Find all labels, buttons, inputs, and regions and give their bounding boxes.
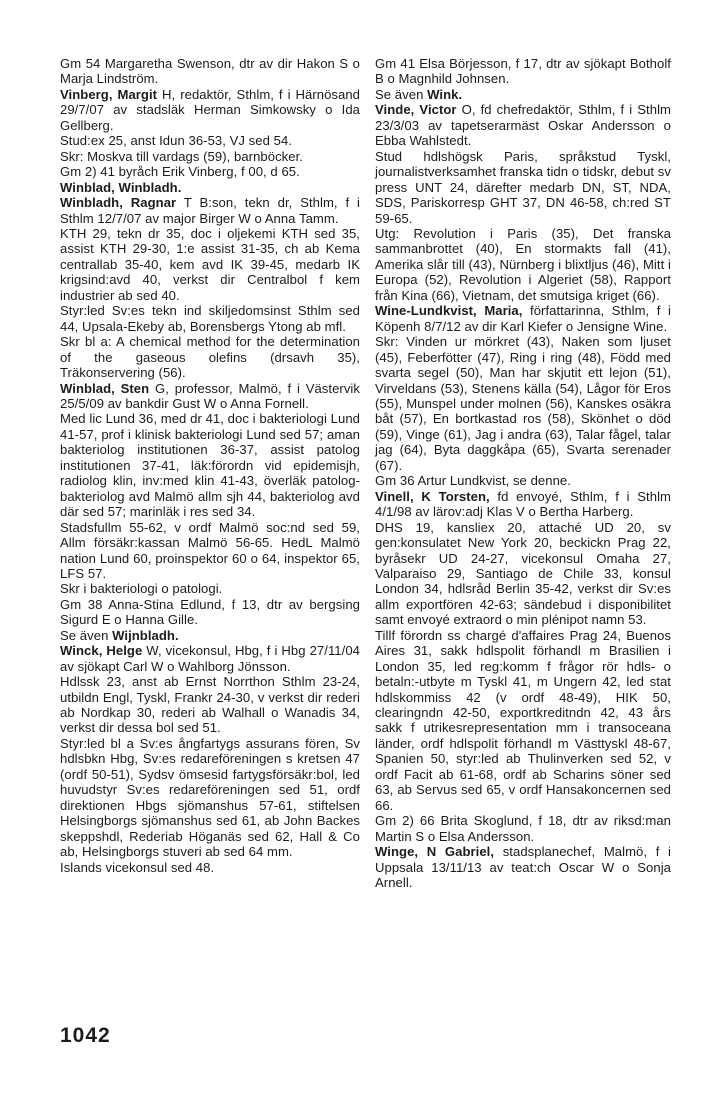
entry-text: Se även bbox=[375, 86, 428, 102]
entry-name: Wine-Lundkvist, Maria, bbox=[375, 303, 523, 319]
paragraph: Skr i bakteriologi o patologi. bbox=[60, 581, 223, 597]
biography-entry bbox=[375, 303, 671, 334]
paragraph: Tillf förordn ss chargé d'affaires Prag 24, Buenos Aires 31, sakk hdlspolit förhandl m Brasilien i London 35, led reg:komm f frågor rör hdls- o betaln:-utbyte m Tyskl 41, m Ungern 42, led stat hdlskommiss 42 (v ordf 48-49), HIK 50, clearingndn 42-50, exportkreditndn 42, 43 års sakk f utrikesrepresentation mm i transoceana länder, ordf hdlspolit förhandl m Västtyskl 48-67, Spanien 50, styr:led ab Thulinverken sed 52, v ordf Facit ab 61-68, ordf ab Scharins söner sed 63, ab Servus sed 65, v ordf Hansakoncernen sed 66. bbox=[375, 627, 671, 813]
biography-entry bbox=[60, 381, 360, 412]
biography-entry bbox=[60, 643, 360, 674]
right-column bbox=[375, 56, 671, 890]
entry-name: Winge, N Gabriel, bbox=[375, 844, 495, 860]
paragraph: Gm 2) 66 Brita Skoglund, f 18, dtr av riksd:man Martin S o Elsa Andersson. bbox=[375, 813, 671, 844]
entry-name: Winbladh, Ragnar bbox=[60, 195, 177, 211]
entry-text: H, redaktör, Sthlm, f i Härnösand 29/7/07 av stadsläk Herman Simkowsky o Ida Gellberg. bbox=[60, 86, 360, 133]
cross-reference: Wijnbladh. bbox=[112, 627, 179, 643]
paragraph: Gm 38 Anna-Stina Edlund, f 13, dtr av bergsing Sigurd E o Hanna Gille. bbox=[60, 596, 360, 628]
left-column bbox=[60, 56, 360, 875]
entry-text: stadsplanechef, Malmö, f i Uppsala 13/11/13 av teat:ch Oscar W o Sonja Arnell. bbox=[375, 844, 671, 891]
biography-entry bbox=[375, 102, 671, 148]
entry-text: W, vicekonsul, Hbg, f i Hbg 27/11/04 av sjökapt Carl W o Wahlborg Jönsson. bbox=[60, 643, 360, 674]
biography-entry bbox=[60, 180, 360, 195]
paragraph: KTH 29, tekn dr 35, doc i oljekemi KTH sed 35, assist KTH 29-30, 1:e assist 31-35, ch ab Kema centrallab 35-40, kem avd IK 39-45, medarb IK krigsind:avd 40, verkst dir Centralbol f kem industrier ab sed 40. bbox=[60, 225, 360, 303]
entry-name: Winblad, Winbladh. bbox=[60, 179, 182, 195]
entry-text: Se även bbox=[60, 627, 113, 643]
paragraph: Stadsfullm 55-62, v ordf Malmö soc:nd sed 59, Allm försäkr:kassan Malmö 56-65. HedL Malmö nation Lund 60, proinspektor 60 o 64, inspektor 65, LFS 57. bbox=[60, 519, 360, 581]
entry-text: författarinna, Sthlm, f i Köpenh 8/7/12 av dir Karl Kiefer o Jensigne Wine. bbox=[375, 303, 671, 334]
entry-text: fd envoyé, Sthlm, f i Sthlm 4/1/98 av lärov:adj Klas V o Bertha Harberg. bbox=[375, 488, 671, 520]
entry-name: Vinberg, Margit bbox=[60, 86, 158, 102]
entry-name: Vinell, K Torsten, bbox=[375, 488, 490, 504]
paragraph: Islands vicekonsul sed 48. bbox=[60, 859, 215, 875]
entry-name: Vinde, Victor bbox=[375, 102, 457, 118]
paragraph: Gm 2) 41 byråch Erik Vinberg, f 00, d 65. bbox=[60, 164, 300, 180]
biography-entry bbox=[375, 489, 671, 520]
paragraph: Med lic Lund 36, med dr 41, doc i bakteriologi Lund 41-57, prof i klinisk bakteriologi Lund sed 57; aman bakteriolog institutionen 36-37, assist patolog institutionen 37-41, läk:förordn vid epidemisjh, radiolog klin, inv:med klin 41-43, överläk patolog-bakteriolog avd Malmö allm sjh 44, bakteriolog avd där sed 57; marinläk i res sed 34. bbox=[60, 411, 360, 520]
entry-text: T B:son, tekn dr, Sthlm, f i Sthlm 12/7/07 av major Birger W o Anna Tamm. bbox=[60, 195, 360, 226]
paragraph: Gm 36 Artur Lundkvist, se denne. bbox=[375, 473, 571, 489]
paragraph: Gm 41 Elsa Börjesson, f 17, dtr av sjökapt Botholf B o Magnhild Johnsen. bbox=[375, 56, 671, 87]
paragraph: Stud hdlshögsk Paris, språkstud Tyskl, journalistverksamhet franska tidn o tidskr, debut sv press UNT 24, därefter medarb DN, ST, NDA, SDS, Pariskorresp GHT 37, DN 46-58, ch:red ST 59-65. bbox=[375, 148, 671, 226]
paragraph: Styr:led Sv:es tekn ind skiljedomsinst Sthlm sed 44, Upsala-Ekeby ab, Borensbergs Ytong ab mfl. bbox=[60, 303, 360, 334]
page-number: 1042 bbox=[60, 1024, 111, 1047]
paragraph: Gm 54 Margaretha Swenson, dtr av dir Hakon S o Marja Lindström. bbox=[60, 56, 360, 87]
paragraph: Stud:ex 25, anst Idun 36-53, VJ sed 54. bbox=[60, 133, 292, 149]
paragraph: DHS 19, kansliex 20, attaché UD 20, sv gen:konsulatet New York 20, beckickn Prag 22, byråsekr UD 24-27, vicekonsul Omaha 27, Valparaiso 29, Santiago de Chile 33, konsul London 34, hdlsråd Berlin 35-42, verkst dir Sv:es allm exportfören 42-63; sändebud i disponibilitet samt envoyé extraord o min plénipot namn 53. bbox=[375, 519, 671, 628]
biography-entry bbox=[375, 87, 671, 102]
biography-entry bbox=[375, 844, 671, 890]
paragraph: Styr:led bl a Sv:es ångfartygs assurans fören, Sv hdlsbkn Hbg, Sv:es redareföreningen s kretsen 47 (ordf 50-51), Sydsv ömsesid fartygsförsäkr:bol, led huvudstyr Sv:es redareföreningen sed 51, ordf direktionen Hbgs sjömanshus 57-61, stiftelsen Helsingborgs sjömanshus sed 61, ab John Backes skeppshdl, Rederiab Höganäs sed 62, Hall & Co ab, Helsingborgs stuveri ab sed 64 mm. bbox=[60, 735, 360, 860]
paragraph: Skr bl a: A chemical method for the determination of the gaseous olefins (drsavh 35), Träkonservering (56). bbox=[60, 334, 360, 381]
cross-reference: Wink. bbox=[427, 86, 463, 102]
entry-name: Winblad, Sten bbox=[60, 380, 150, 396]
biography-entry bbox=[60, 628, 360, 643]
paragraph: Skr: Vinden ur mörkret (43), Naken som ljuset (45), Feberfötter (47), Ring i ring (48), Född med svarta segel (50), Man har skjutit ett lejon (51), Virveldans (53), Stenens källa (54), Lågor för Eros (55), Munspel under molnen (56), Kanskes osäkra båt (57), En bortkastad ros (58), Skönhet o död (59), Vinge (61), Jag i andra (63), Talar fågel, talar jag (64), Byta daggkåpa (65), Svarta serenader (67). bbox=[375, 334, 671, 473]
biography-entry bbox=[60, 87, 360, 133]
entry-name: Winck, Helge bbox=[60, 643, 143, 659]
paragraph: Skr: Moskva till vardags (59), barnböcker. bbox=[60, 148, 303, 164]
biography-entry bbox=[60, 195, 360, 226]
paragraph: Utg: Revolution i Paris (35), Det franska sammanbrottet (40), En stormakts fall (41), Amerika slår till (43), Nürnberg i blixtljus (46), Mitt i Europa (52), Revolution i Algeriet (58), Rapport från Kina (66), Vietnam, det smutsiga kriget (66). bbox=[375, 225, 671, 303]
entry-text: O, fd chefredaktör, Sthlm, f i Sthlm 23/3/03 av tapetserarmäst Oskar Andersson o Ebba Wahlstedt. bbox=[375, 102, 671, 149]
paragraph: Hdlssk 23, anst ab Ernst Norrthon Sthlm 23-24, utbildn Engl, Tyskl, Frankr 24-30, v verkst dir rederi ab Nordkap 30, rederi ab Walhall o Wanadis 34, verkst dir dessa bol sed 51. bbox=[60, 674, 360, 736]
entry-text: G, professor, Malmö, f i Västervik 25/5/09 av bankdir Gust W o Anna Fornell. bbox=[60, 380, 360, 411]
